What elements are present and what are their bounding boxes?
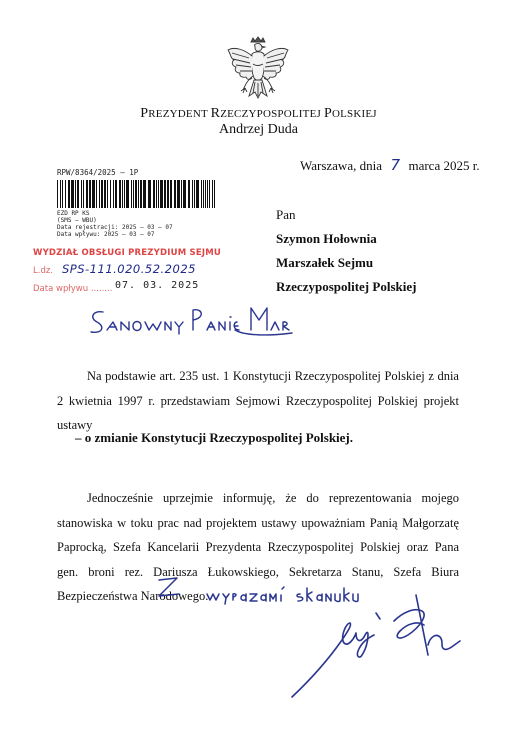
stamp-date-value: 07. 03. 2025: [115, 280, 200, 291]
ezd-line: (SMS – WBU): [57, 217, 97, 224]
barcode-bar: [140, 180, 142, 208]
barcode-bar: [68, 180, 70, 208]
barcode-bar: [131, 180, 132, 208]
ezd-line: Data wpływu: 2025 – 03 – 07: [57, 231, 155, 238]
barcode-bar: [183, 180, 186, 208]
ezd-line: EZD RP KS: [57, 210, 90, 217]
barcode-bar: [174, 180, 176, 208]
barcode-bar: [110, 180, 111, 208]
barcode-icon: [57, 180, 217, 208]
barcode-bar: [71, 180, 74, 208]
barcode-bar: [212, 180, 213, 208]
barcode-bar: [133, 180, 134, 208]
barcode-bar: [81, 180, 82, 208]
barcode-bar: [113, 180, 114, 208]
barcode-bar: [107, 180, 108, 208]
barcode-bar: [135, 180, 137, 208]
handwritten-signature-icon: [290, 585, 465, 705]
recipient-office: Marszałek Sejmu: [276, 255, 374, 270]
barcode-bar: [92, 180, 95, 208]
barcode-bar: [192, 180, 193, 208]
barcode-bar: [164, 180, 166, 208]
barcode-bar: [96, 180, 97, 208]
barcode-bar: [167, 180, 169, 208]
barcode-bar: [201, 180, 202, 208]
barcode-bar: [203, 180, 204, 208]
barcode-bar: [122, 180, 123, 208]
barcode-bar: [75, 180, 76, 208]
barcode-bar: [65, 180, 66, 208]
bill-title: – o zmianie Konstytucji Rzeczypospolitej Polskiej.: [75, 430, 354, 445]
barcode-bar: [207, 180, 208, 208]
barcode-bar: [153, 180, 155, 208]
barcode-bar: [143, 180, 146, 208]
sender-name: Andrzej Duda: [219, 122, 298, 137]
barcode-bar: [86, 180, 88, 208]
recipient-name: Szymon Hołownia: [276, 231, 377, 246]
dateline-month-year: marca 2025 r.: [408, 158, 480, 173]
ezd-line: Data rejestracji: 2025 – 03 – 07: [57, 224, 173, 231]
barcode-bar: [115, 180, 117, 208]
sender-title: PREZYDENT RZECZYPOSPOLITEJ POLSKIEJ: [140, 106, 377, 121]
barcode-bar: [214, 180, 215, 208]
barcode-bar: [160, 180, 163, 208]
barcode-bar: [181, 180, 182, 208]
barcode-bar: [196, 180, 199, 208]
dateline: [300, 156, 480, 174]
stamp-ldz-label: L.dz.: [33, 266, 53, 276]
ezd-registration-block: [57, 210, 173, 238]
dateline-day-handwritten: 7: [390, 156, 400, 174]
barcode-bar: [158, 180, 159, 208]
barcode-bar: [89, 180, 91, 208]
stamp-date-label: Data wpływu ........: [33, 284, 113, 294]
barcode-bar: [77, 180, 79, 208]
barcode-bar: [188, 180, 190, 208]
barcode-bar: [194, 180, 195, 208]
barcode-bar: [126, 180, 129, 208]
dateline-place: Warszawa, dnia: [300, 158, 382, 173]
barcode-bar: [148, 180, 151, 208]
barcode-bar: [60, 180, 61, 208]
recipient-institution: Rzeczypospolitej Polskiej: [276, 279, 417, 294]
barcode-bar: [205, 180, 206, 208]
barcode-bar: [119, 180, 121, 208]
body-paragraph-2: Jednocześnie uprzejmie informuję, że do reprezentowania mojego stanowiska w toku prac nad projektem ustawy upoważniam Panią Małgorzatę Paprocką, Szefa Kancelarii Prezydenta Rzeczypospolitej Polskiej oraz Pana gen. broni rez. Dariusza Łukowskiego, Sekretarza Stanu, Szefa Biura Bezpieczeństwa Narodowego.: [57, 491, 459, 603]
barcode-bar: [138, 180, 139, 208]
rpw-number: RPW/8364/2025 – 1P: [57, 168, 139, 177]
barcode-bar: [104, 180, 106, 208]
handwritten-greeting: [85, 300, 295, 340]
barcode-bar: [101, 180, 103, 208]
polish-eagle-emblem-icon: [225, 36, 291, 104]
stamp-title: WYDZIAŁ OBSŁUGI PREZYDIUM SEJMU: [33, 248, 221, 258]
barcode-bar: [170, 180, 172, 208]
barcode-bar: [99, 180, 100, 208]
barcode-bar: [177, 180, 180, 208]
recipient-salutation: Pan: [276, 207, 296, 222]
barcode-bar: [83, 180, 84, 208]
barcode-bar: [57, 180, 58, 208]
barcode-bar: [124, 180, 125, 208]
barcode-bar: [209, 180, 210, 208]
barcode-bar: [62, 180, 63, 208]
body-paragraph-1: Na podstawie art. 235 ust. 1 Konstytucji Rzeczypospolitej Polskiej z dnia 2 kwietnia 1997 r. przedstawiam Sejmowi Rzeczypospolitej Polskiej projekt ustawy: [57, 369, 459, 432]
stamp-ldz-value: SPS-111.020.52.2025: [62, 262, 196, 276]
barcode-bar: [156, 180, 157, 208]
